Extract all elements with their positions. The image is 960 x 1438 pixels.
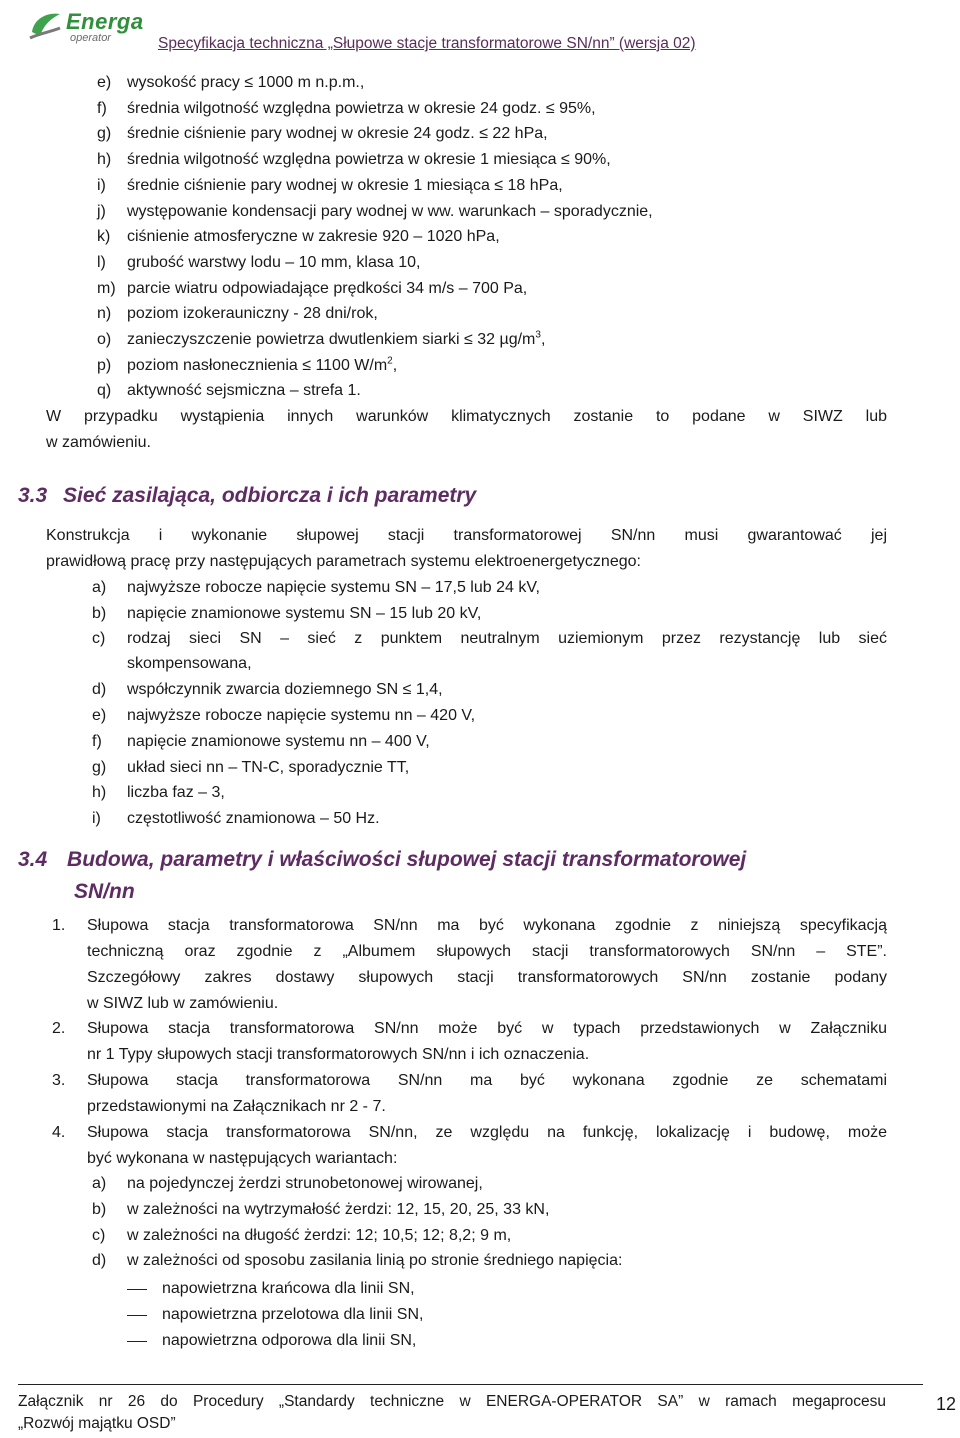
- condition-text: wysokość pracy ≤ 1000 m n.p.m.,: [127, 74, 365, 91]
- condition-label: g): [97, 125, 112, 142]
- condition-label: f): [97, 100, 107, 117]
- sub-variant-text: napowietrzna odporowa dla linii SN,: [162, 1332, 417, 1349]
- dash-bullet: [127, 1289, 147, 1290]
- numbered-item-line: Szczegółowy zakres dostawy słupowych stacji transformatorowych SN/nn zostanie podany: [87, 969, 887, 986]
- parameter-label: b): [92, 605, 107, 622]
- numbered-item-line: w SIWZ lub w zamówieniu.: [87, 995, 279, 1012]
- condition-text-main: poziom nasłonecznienia ≤ 1100 W/m: [127, 357, 388, 374]
- section-3-3-intro-line1: Konstrukcja i wykonanie słupowej stacji transformatorowej SN/nn musi gwarantować jej: [46, 527, 887, 544]
- condition-label: e): [97, 74, 112, 91]
- parameter-label: h): [92, 784, 107, 801]
- condition-label: n): [97, 305, 112, 322]
- variant-label: c): [92, 1227, 106, 1244]
- parameter-text: częstotliwość znamionowa – 50 Hz.: [127, 810, 380, 827]
- energa-logo-icon: [28, 8, 62, 42]
- parameter-label: a): [92, 579, 107, 596]
- condition-text: średnia wilgotność względna powietrza w okresie 1 miesiąca ≤ 90%,: [127, 151, 611, 168]
- variant-label: b): [92, 1201, 107, 1218]
- condition-superscript: 3: [535, 329, 541, 341]
- condition-text: aktywność sejsmiczna – strefa 1.: [127, 382, 361, 399]
- sub-variant-text: napowietrzna krańcowa dla linii SN,: [162, 1280, 415, 1297]
- condition-label: p): [97, 357, 112, 374]
- section-3-4-title-line1: Budowa, parametry i właściwości słupowej stacji transformatorowej: [67, 848, 747, 871]
- parameter-text: liczba faz – 3,: [127, 784, 225, 801]
- condition-label: q): [97, 382, 112, 399]
- variant-label: a): [92, 1175, 107, 1192]
- condition-text: parcie wiatru odpowiadające prędkości 34 m/s – 700 Pa,: [127, 280, 528, 297]
- parameter-text: najwyższe robocze napięcie systemu nn – 420 V,: [127, 707, 476, 724]
- numbered-item-line: techniczną oraz zgodnie z „Albumem słupowych stacji transformatorowych SN/nn – STE”.: [87, 943, 887, 960]
- parameter-label: i): [92, 810, 101, 827]
- logo-sub: operator: [70, 32, 111, 44]
- page-number: 12: [936, 1394, 957, 1414]
- condition-text: występowanie kondensacji pary wodnej w ww. warunkach – sporadycznie,: [127, 203, 653, 220]
- sub-variant-text: napowietrzna przelotowa dla linii SN,: [162, 1306, 424, 1323]
- parameter-text: rodzaj sieci SN – sieć z punktem neutralnym uziemionym przez rezystancję lub sieć: [127, 630, 887, 647]
- numbered-item-line: Słupowa stacja transformatorowa SN/nn ma być wykonana zgodnie z niniejszą specyfikacją: [87, 917, 887, 934]
- condition-label: j): [97, 203, 106, 220]
- parameter-text: układ sieci nn – TN-C, sporadycznie TT,: [127, 759, 410, 776]
- numbered-item-line: być wykonana w następujących wariantach:: [87, 1150, 398, 1167]
- numbered-item-label: 2.: [52, 1020, 66, 1037]
- variant-text: w zależności od sposobu zasilania linią po stronie średniego napięcia:: [127, 1252, 623, 1269]
- condition-text-end: ,: [540, 331, 546, 348]
- numbered-item-line: Słupowa stacja transformatorowa SN/nn ma być wykonana zgodnie ze schematami: [87, 1072, 887, 1089]
- condition-text: średnie ciśnienie pary wodnej w okresie 24 godz. ≤ 22 hPa,: [127, 125, 548, 142]
- parameter-label: e): [92, 707, 107, 724]
- condition-text-end: ,: [392, 357, 398, 374]
- condition-label: k): [97, 228, 111, 245]
- condition-label: h): [97, 151, 112, 168]
- numbered-item-label: 4.: [52, 1124, 66, 1141]
- climate-note-line2: w zamówieniu.: [46, 434, 151, 451]
- numbered-item-line: nr 1 Typy słupowych stacji transformatorowych SN/nn i ich oznaczenia.: [87, 1046, 590, 1063]
- logo-name: Energa: [66, 9, 144, 34]
- header-title: Specyfikacja techniczna „Słupowe stacje transformatorowe SN/nn” (wersja 02): [158, 35, 696, 52]
- dash-bullet: [127, 1341, 147, 1342]
- section-3-4-title-line2: SN/nn: [74, 880, 135, 903]
- numbered-item-label: 3.: [52, 1072, 66, 1089]
- variant-text: w zależności na wytrzymałość żerdzi: 12, 15, 20, 25, 33 kN,: [127, 1201, 550, 1218]
- numbered-item-line: Słupowa stacja transformatorowa SN/nn może być w typach przedstawionych w Załączniku: [87, 1020, 887, 1037]
- parameter-label: c): [92, 630, 106, 647]
- section-3-3-intro-line2: prawidłową pracę przy następujących parametrach systemu elektroenergetycznego:: [46, 553, 641, 570]
- numbered-item-line: przedstawionymi na Załącznikach nr 2 - 7.: [87, 1098, 386, 1115]
- parameter-label: g): [92, 759, 107, 776]
- variant-text: na pojedynczej żerdzi strunobetonowej wirowanej,: [127, 1175, 483, 1192]
- condition-label: i): [97, 177, 106, 194]
- condition-text: grubość warstwy lodu – 10 mm, klasa 10,: [127, 254, 421, 271]
- parameter-label: f): [92, 733, 102, 750]
- footer-line2: „Rozwój majątku OSD”: [18, 1415, 176, 1432]
- condition-text: ciśnienie atmosferyczne w zakresie 920 – 1020 hPa,: [127, 228, 500, 245]
- parameter-text: napięcie znamionowe systemu SN – 15 lub 20 kV,: [127, 605, 482, 622]
- section-3-3-title: Sieć zasilająca, odbiorcza i ich parametry: [63, 484, 477, 507]
- parameter-text-cont: skompensowana,: [127, 655, 252, 672]
- condition-text: średnia wilgotność względna powietrza w okresie 24 godz. ≤ 95%,: [127, 100, 596, 117]
- section-3-3-heading: [18, 481, 476, 511]
- condition-text-main: zanieczyszczenie powietrza dwutlenkiem siarki ≤ 32 µg/m: [127, 331, 536, 348]
- condition-text: [127, 328, 545, 352]
- parameter-text: napięcie znamionowe systemu nn – 400 V,: [127, 733, 430, 750]
- condition-label: m): [97, 280, 116, 297]
- numbered-item-label: 1.: [52, 917, 66, 934]
- climate-note-line1: W przypadku wystąpienia innych warunków klimatycznych zostanie to podane w SIWZ lub: [46, 408, 887, 425]
- footer-rule: [18, 1384, 923, 1385]
- condition-text: poziom izokerauniczny - 28 dni/rok,: [127, 305, 378, 322]
- variant-label: d): [92, 1252, 107, 1269]
- section-3-4-heading: [18, 845, 746, 875]
- variant-text: w zależności na długość żerdzi: 12; 10,5; 12; 8,2; 9 m,: [127, 1227, 512, 1244]
- condition-text: [127, 354, 397, 378]
- parameter-text: najwyższe robocze napięcie systemu SN – 17,5 lub 24 kV,: [127, 579, 540, 596]
- numbered-item-line: Słupowa stacja transformatorowa SN/nn, ze względu na funkcję, lokalizację i budowę, może: [87, 1124, 887, 1141]
- section-3-3-number: 3.3: [18, 484, 48, 507]
- condition-label: l): [97, 254, 106, 271]
- condition-label: o): [97, 331, 112, 348]
- condition-superscript: 2: [387, 355, 393, 367]
- section-3-4-number: 3.4: [18, 848, 48, 871]
- footer-line1: Załącznik nr 26 do Procedury „Standardy techniczne w ENERGA-OPERATOR SA” w ramach megaprocesu: [18, 1393, 886, 1410]
- company-logo: [28, 6, 158, 44]
- dash-bullet: [127, 1315, 147, 1316]
- parameter-label: d): [92, 681, 107, 698]
- parameter-text: współczynnik zwarcia doziemnego SN ≤ 1,4,: [127, 681, 443, 698]
- condition-text: średnie ciśnienie pary wodnej w okresie 1 miesiąca ≤ 18 hPa,: [127, 177, 563, 194]
